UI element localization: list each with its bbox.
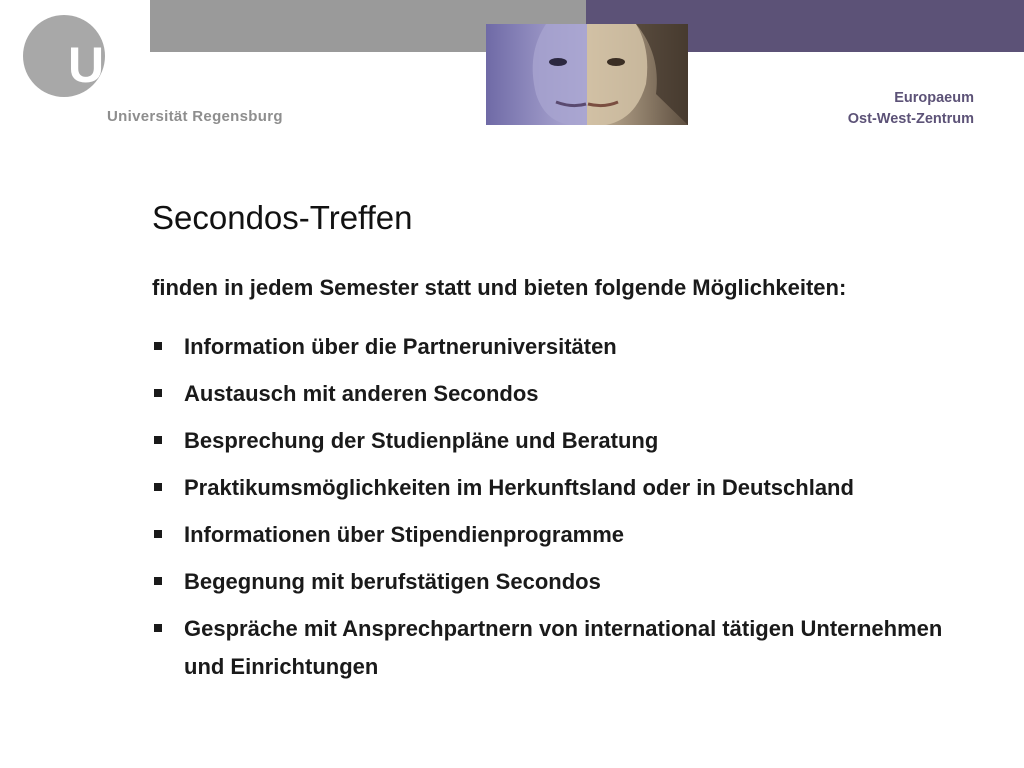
bullet-text: Begegnung mit berufstätigen Secondos	[184, 569, 601, 594]
list-item	[152, 610, 952, 686]
bullet-text: Praktikumsmöglichkeiten im Herkunftsland oder in Deutschland	[184, 475, 854, 500]
institute-line-1: Europaeum	[894, 90, 974, 106]
logo-letters: UR	[68, 37, 141, 93]
bullet-square-icon	[154, 436, 162, 444]
bullet-square-icon	[154, 483, 162, 491]
institute-line-2: Ost-West-Zentrum	[847, 111, 974, 127]
bullet-square-icon	[154, 342, 162, 350]
institute-name	[848, 88, 974, 130]
bullet-square-icon	[154, 389, 162, 397]
list-item	[152, 469, 952, 507]
bullet-square-icon	[154, 624, 162, 632]
header-portrait-image	[486, 24, 688, 125]
bullet-text: Besprechung der Studienpläne und Beratung	[184, 428, 659, 453]
slide-title: Secondos-Treffen	[152, 199, 413, 236]
bullet-text: Austausch mit anderen Secondos	[184, 381, 539, 406]
bullet-text: Information über die Partneruniversitäten	[184, 334, 617, 359]
list-item	[152, 375, 952, 413]
slide-intro: finden in jedem Semester statt und bieten folgende Möglichkeiten:	[152, 275, 847, 300]
list-item	[152, 516, 952, 554]
portrait-faces-graphic	[486, 24, 688, 125]
list-item	[152, 328, 952, 366]
ur-logo-icon	[22, 14, 152, 104]
university-name: Universität Regensburg	[107, 108, 283, 125]
bullet-text: Informationen über Stipendienprogramme	[184, 522, 625, 547]
list-item	[152, 563, 952, 601]
bullet-square-icon	[154, 530, 162, 538]
bullet-list	[152, 328, 952, 695]
bullet-square-icon	[154, 577, 162, 585]
bullet-text: Gespräche mit Ansprechpartnern von international tätigen Unternehmen und Einrichtungen	[184, 616, 943, 679]
list-item	[152, 422, 952, 460]
